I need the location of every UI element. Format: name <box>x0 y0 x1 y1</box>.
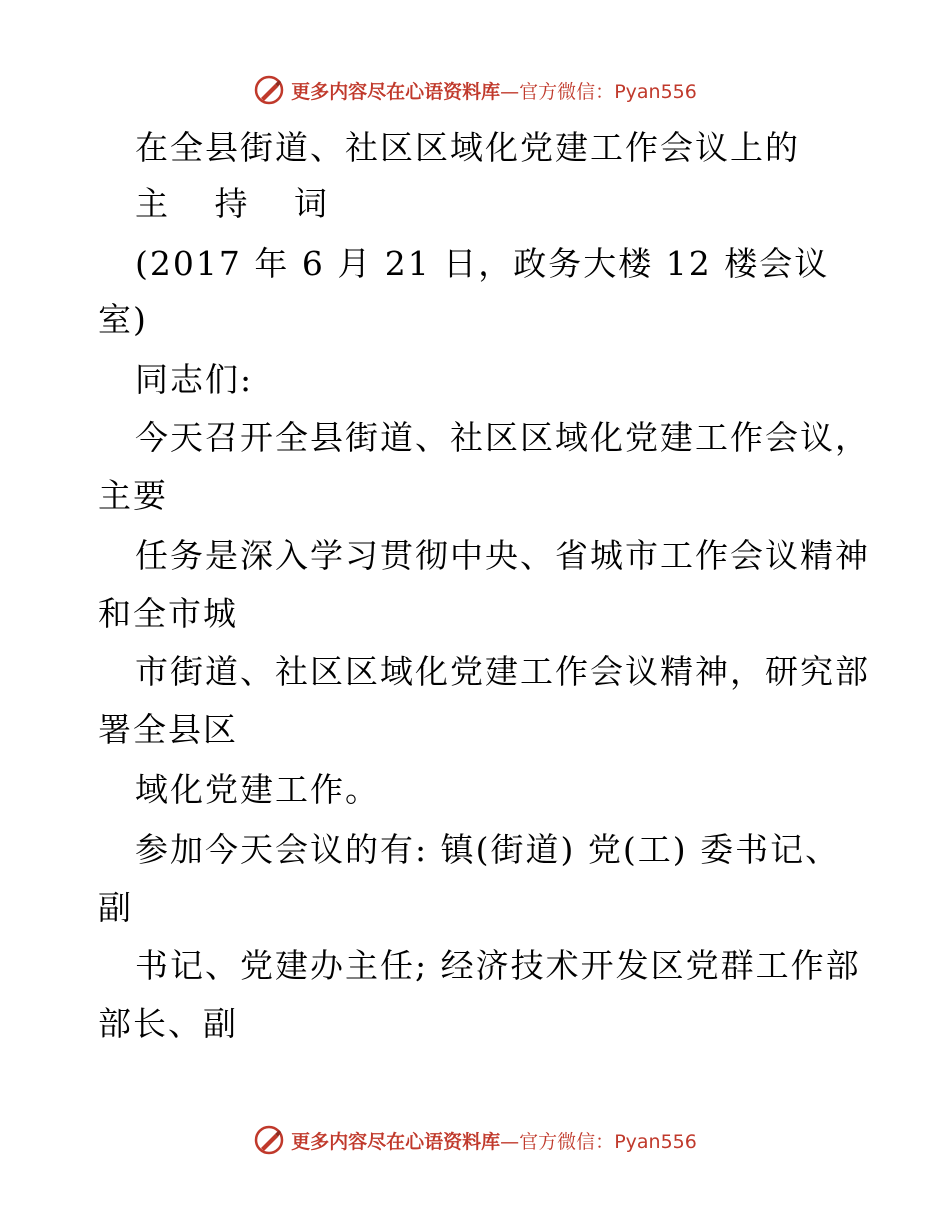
doc-title-line-1: 在全县街道、社区区域化党建工作会议上的 <box>135 128 800 167</box>
header-banner <box>0 70 950 110</box>
banner-sub-text: 官方微信： <box>519 80 615 103</box>
banner-dash: — <box>500 1130 520 1153</box>
doc-paragraph-line: 副 <box>98 888 133 927</box>
doc-paragraph-line: 域化党建工作。 <box>135 770 380 809</box>
doc-paragraph-line: 参加今天会议的有: 镇(街道) 党(工) 委书记、 <box>135 830 841 869</box>
doc-date-line-1: (2017 年 6 月 21 日，政务大楼 12 楼会议 <box>135 244 830 283</box>
doc-date-line-2: 室) <box>98 300 148 339</box>
doc-salutation: 同志们: <box>135 360 254 399</box>
footer-banner <box>0 1120 950 1160</box>
doc-paragraph-line: 部长、副 <box>98 1004 238 1043</box>
doc-paragraph-line: 任务是深入学习贯彻中央、省城市工作会议精神 <box>135 536 870 575</box>
pen-logo-icon <box>253 74 285 106</box>
banner-wechat-id: Pyan556 <box>614 80 697 103</box>
doc-paragraph-line: 署全县区 <box>98 710 238 749</box>
banner-main-text: 更多内容尽在心语资料库 <box>291 80 501 103</box>
banner-wechat-id: Pyan556 <box>614 1130 697 1153</box>
doc-paragraph-line: 今天召开全县街道、社区区域化党建工作会议， <box>135 418 870 457</box>
banner-main-text: 更多内容尽在心语资料库 <box>291 1130 501 1153</box>
pen-logo-icon <box>253 1124 285 1156</box>
banner-sub-text: 官方微信： <box>519 1130 615 1153</box>
doc-paragraph-line: 主要 <box>98 476 168 515</box>
banner-dash: — <box>500 80 520 103</box>
doc-title-line-2: 主 持 词 <box>135 184 345 223</box>
doc-paragraph-line: 和全市城 <box>98 594 238 633</box>
doc-paragraph-line: 书记、党建办主任; 经济技术开发区党群工作部 <box>135 946 861 985</box>
doc-paragraph-line: 市街道、社区区域化党建工作会议精神，研究部 <box>135 652 870 691</box>
